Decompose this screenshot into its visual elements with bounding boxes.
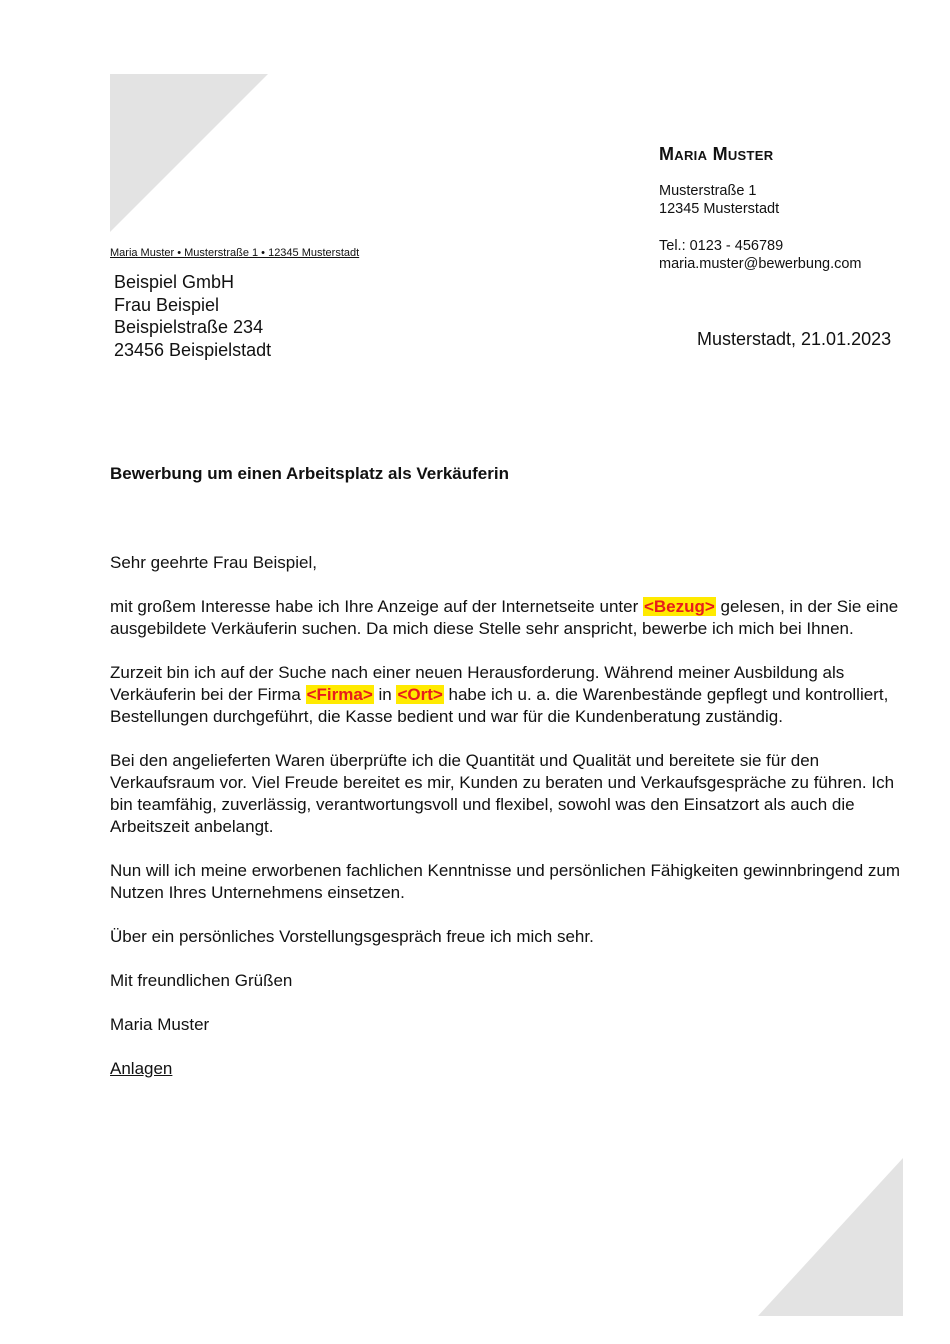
placeholder-firma: <Firma> [306, 685, 373, 704]
sender-street: Musterstraße 1 [659, 183, 757, 199]
paragraph-skills: Bei den angelieferten Waren überprüfte ich die Quantität und Qualität und bereitete sie für den Verkaufsraum vor. Viel Freude bereitet es mir, Kunden zu beraten und Verkaufsgespräche zu führen. Ich bin teamfähig, zuverlässig, verantwortungsvoll und flexibel, sowohl was den Einsatzort als auch die Arbeitszeit anbelangt. [110, 751, 895, 836]
letter-body [110, 552, 910, 1102]
placeholder-ort: <Ort> [397, 685, 443, 704]
paragraph-experience-middle: in [373, 685, 397, 704]
paragraph-intro-start: mit großem Interesse habe ich Ihre Anzeige auf der Internetseite unter [110, 597, 643, 616]
paragraph-motivation: Nun will ich meine erworbenen fachlichen Kenntnisse und persönlichen Fähigkeiten gewinnbringend zum Nutzen Ihres Unternehmens einsetzen. [110, 861, 901, 902]
corner-triangle-top-left [110, 74, 268, 232]
paragraph-intro [110, 596, 910, 640]
sender-phone: Tel.: 0123 - 456789 [659, 238, 784, 254]
return-address-line: Maria Muster • Musterstraße 1 • 12345 Musterstadt [110, 247, 360, 259]
salutation: Sehr geehrte Frau Beispiel, [110, 553, 317, 572]
recipient-city: 23456 Beispielstadt [114, 339, 272, 360]
sender-contact [659, 237, 862, 273]
sender-address [659, 182, 779, 218]
paragraph-intro-end: gelesen, in der Sie eine ausgebildete Verkäuferin suchen. Da mich diese Stelle sehr anspricht, bewerbe ich mich bei Ihnen. [110, 597, 899, 638]
corner-triangle-bottom-right [758, 1158, 903, 1316]
paragraph-experience [110, 662, 910, 728]
placeholder-bezug: <Bezug> [643, 597, 715, 616]
date-line: Musterstadt, 21.01.2023 [697, 329, 892, 349]
recipient-company: Beispiel GmbH [114, 272, 235, 292]
subject-line: Bewerbung um einen Arbeitsplatz als Verkäuferin [110, 464, 509, 483]
paragraph-interview: Über ein persönliches Vorstellungsgespräch freue ich mich sehr. [110, 927, 594, 946]
recipient-address [114, 271, 271, 361]
sender-city: 12345 Musterstadt [659, 201, 780, 217]
recipient-street: Beispielstraße 234 [114, 317, 264, 337]
closing: Mit freundlichen Grüßen [110, 971, 293, 990]
sender-email: maria.muster@bewerbung.com [659, 256, 862, 272]
recipient-person: Frau Beispiel [114, 294, 220, 315]
attachments-link: Anlagen [110, 1059, 173, 1078]
paragraph-experience-end: habe ich u. a. die Warenbestände gepflegt und kontrolliert, Bestellungen durchgeführt, die Kasse bedient und war für die Kundenberatung zuständig. [110, 685, 889, 726]
sender-name: Maria Muster [659, 144, 774, 164]
signature: Maria Muster [110, 1015, 210, 1034]
paragraph-experience-start: Zurzeit bin ich auf der Suche nach einer neuen Herausforderung. Während meiner Ausbildung als Verkäuferin bei der Firma [110, 663, 845, 704]
